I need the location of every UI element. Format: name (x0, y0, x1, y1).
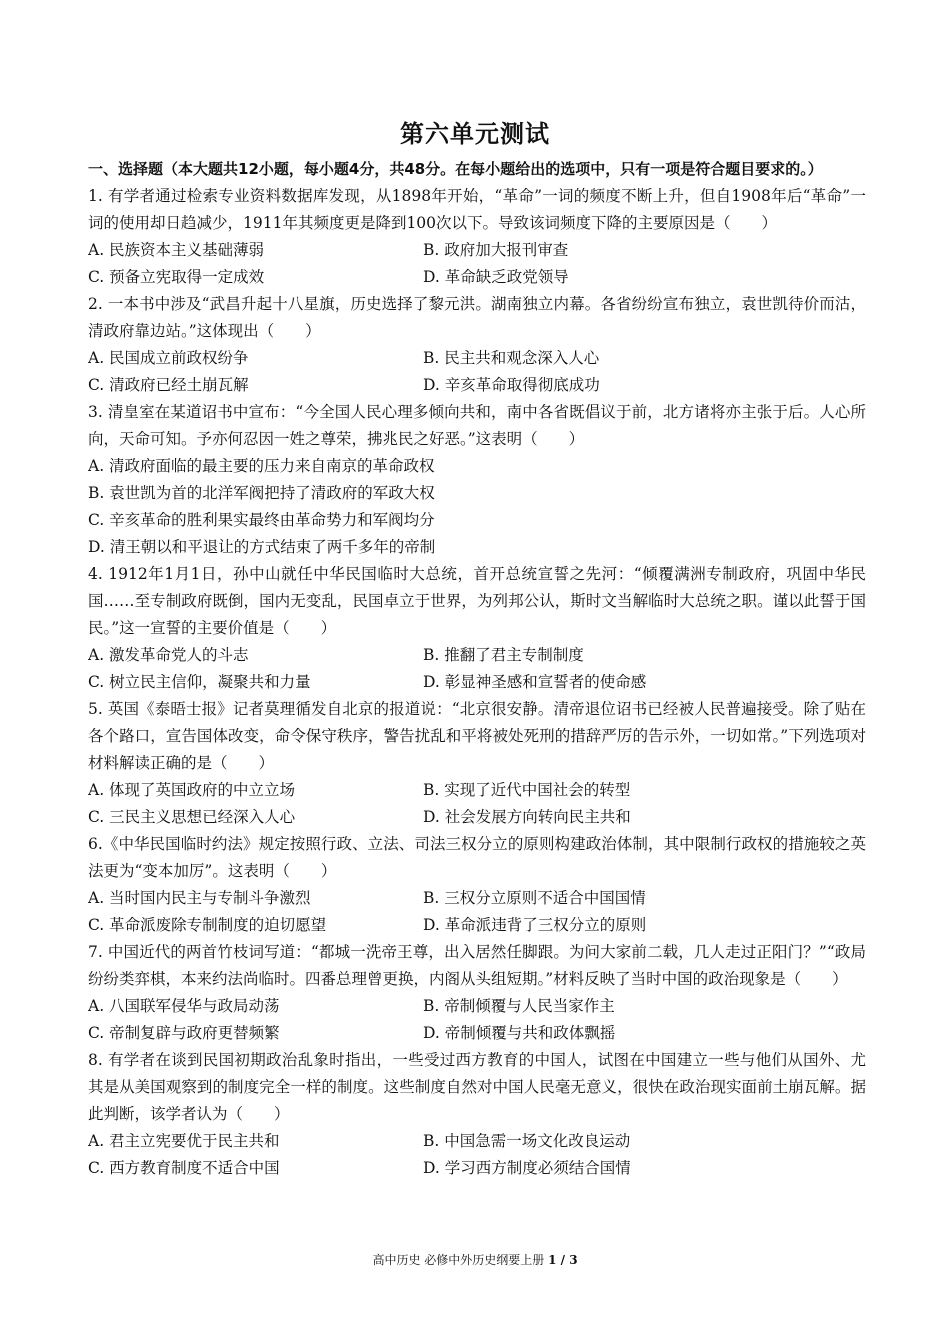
option-d: D. 社会发展方向转向民主共和 (423, 808, 631, 826)
question-1 (88, 183, 866, 291)
option-d: D. 辛亥革命取得彻底成功 (423, 376, 600, 394)
option-a: A. 民族资本主义基础薄弱 (88, 241, 265, 259)
option-b: B. 帝制倾覆与人民当家作主 (423, 997, 615, 1015)
option-b: B. 实现了近代中国社会的转型 (423, 781, 631, 799)
option-d: D. 帝制倾覆与共和政体飘摇 (423, 1024, 616, 1042)
page-footer (0, 1251, 950, 1268)
question-stem: 5. 英国《泰晤士报》记者莫理循发自北京的报道说：“北京很安静。清帝退位诏书已经被人民普遍接受。除了贴在各个路口，宣告国体改变，命令保守秩序，警告扰乱和平将被处死刑的措辞严厉的告示外，一切如常。”下列选项对材料解读正确的是（ ） (88, 700, 866, 772)
question-list (88, 156, 866, 1182)
option-a: A. 八国联军侵华与政局动荡 (88, 997, 280, 1015)
question-7 (88, 939, 866, 1047)
option-b: B. 袁世凯为首的北洋军阀把持了清政府的军政大权 (88, 484, 435, 502)
option-a: A. 清政府面临的最主要的压力来自南京的革命政权 (88, 457, 435, 475)
question-stem: 7. 中国近代的两首竹枝词写道：“都城一洗帝王尊，出入居然任脚跟。为问大家前二载，几人走过正阳门？”“政局纷纷类弈棋，本来约法尚临时。四番总理曾更换，内阁从头组短期。”材料反映了当时中国的政治现象是（ ） (88, 943, 866, 988)
question-stem: 6.《中华民国临时约法》规定按照行政、立法、司法三权分立的原则构建政治体制，其中限制行政权的措施较之英法更为“变本加厉”。这表明（ ） (88, 835, 866, 880)
option-a: A. 当时国内民主与专制斗争激烈 (88, 889, 311, 907)
option-c: C. 预备立宪取得一定成效 (88, 268, 265, 286)
option-a: A. 民国成立前政权纷争 (88, 349, 249, 367)
question-6 (88, 831, 866, 939)
footer-subject: 高中历史 必修中外历史纲要上册 (372, 1253, 545, 1267)
question-4 (88, 561, 866, 696)
option-a: A. 体现了英国政府的中立立场 (88, 781, 296, 799)
question-stem: 3. 清皇室在某道诏书中宣布：“今全国人民心理多倾向共和，南中各省既倡议于前，北方诸将亦主张于后。人心所向，天命可知。予亦何忍因一姓之尊荣，拂兆民之好恶。”这表明（ ） (88, 403, 866, 448)
option-a: A. 激发革命党人的斗志 (88, 646, 249, 664)
page-number: 1 / 3 (548, 1253, 578, 1267)
options (88, 993, 866, 1047)
option-c: C. 帝制复辟与政府更替频繁 (88, 1024, 280, 1042)
question-8 (88, 1047, 866, 1182)
option-d: D. 彰显神圣感和宣誓者的使命感 (423, 673, 647, 691)
option-c: C. 清政府已经土崩瓦解 (88, 376, 249, 394)
options (88, 1128, 866, 1182)
question-stem: 2. 一本书中涉及“武昌升起十八星旗，历史选择了黎元洪。湖南独立内幕。各省纷纷宣布独立，袁世凯待价而沽，清政府靠边站。”这体现出（ ） (88, 295, 866, 340)
option-c: C. 三民主义思想已经深入人心 (88, 808, 296, 826)
option-b: B. 推翻了君主专制制度 (423, 646, 584, 664)
options (88, 885, 866, 939)
option-d: D. 革命派违背了三权分立的原则 (423, 916, 647, 934)
question-5 (88, 696, 866, 831)
option-d: D. 清王朝以和平退让的方式结束了两千多年的帝制 (88, 538, 436, 556)
options (88, 345, 866, 399)
option-c: C. 革命派废除专制制度的迫切愿望 (88, 916, 327, 934)
option-b: B. 民主共和观念深入人心 (423, 349, 600, 367)
option-c: C. 西方教育制度不适合中国 (88, 1159, 280, 1177)
option-d: D. 学习西方制度必须结合国情 (423, 1159, 631, 1177)
option-c: C. 辛亥革命的胜利果实最终由革命势力和军阀均分 (88, 511, 435, 529)
option-d: D. 革命缺乏政党领导 (423, 268, 569, 286)
page-title: 第六单元测试 (400, 120, 550, 148)
option-b: B. 中国急需一场文化改良运动 (423, 1132, 631, 1150)
options (88, 453, 866, 561)
option-b: B. 三权分立原则不适合中国国情 (423, 889, 646, 907)
option-b: B. 政府加大报刊审查 (423, 241, 569, 259)
question-stem: 4. 1912年1月1日，孙中山就任中华民国临时大总统，首开总统宣誓之先河：“倾覆满洲专制政府，巩固中华民国……至专制政府既倒，国内无变乱，民国卓立于世界，为列邦公认，斯时文当解临时大总统之职。谨以此誓于国民。”这一宣誓的主要价值是（ ） (88, 565, 866, 637)
section-heading: 一、选择题（本大题共12小题，每小题4分，共48分。在每小题给出的选项中，只有一项是符合题目要求的。） (88, 160, 823, 178)
question-stem: 8. 有学者在谈到民国初期政治乱象时指出，一些受过西方教育的中国人，试图在中国建立一些与他们从国外、尤其是从美国观察到的制度完全一样的制度。这些制度自然对中国人民毫无意义，很快在政治现实面前土崩瓦解。据此判断，该学者认为（ ） (88, 1051, 866, 1123)
question-stem: 1. 有学者通过检索专业资料数据库发现，从1898年开始，“革命”一词的频度不断上升，但自1908年后“革命”一词的使用却日趋减少，1911年其频度更是降到100次以下。导致该词频度下降的主要原因是（ ） (88, 187, 866, 232)
options (88, 642, 866, 696)
options (88, 777, 866, 831)
options (88, 237, 866, 291)
question-3 (88, 399, 866, 561)
option-c: C. 树立民主信仰，凝聚共和力量 (88, 673, 311, 691)
question-2 (88, 291, 866, 399)
option-a: A. 君主立宪要优于民主共和 (88, 1132, 280, 1150)
